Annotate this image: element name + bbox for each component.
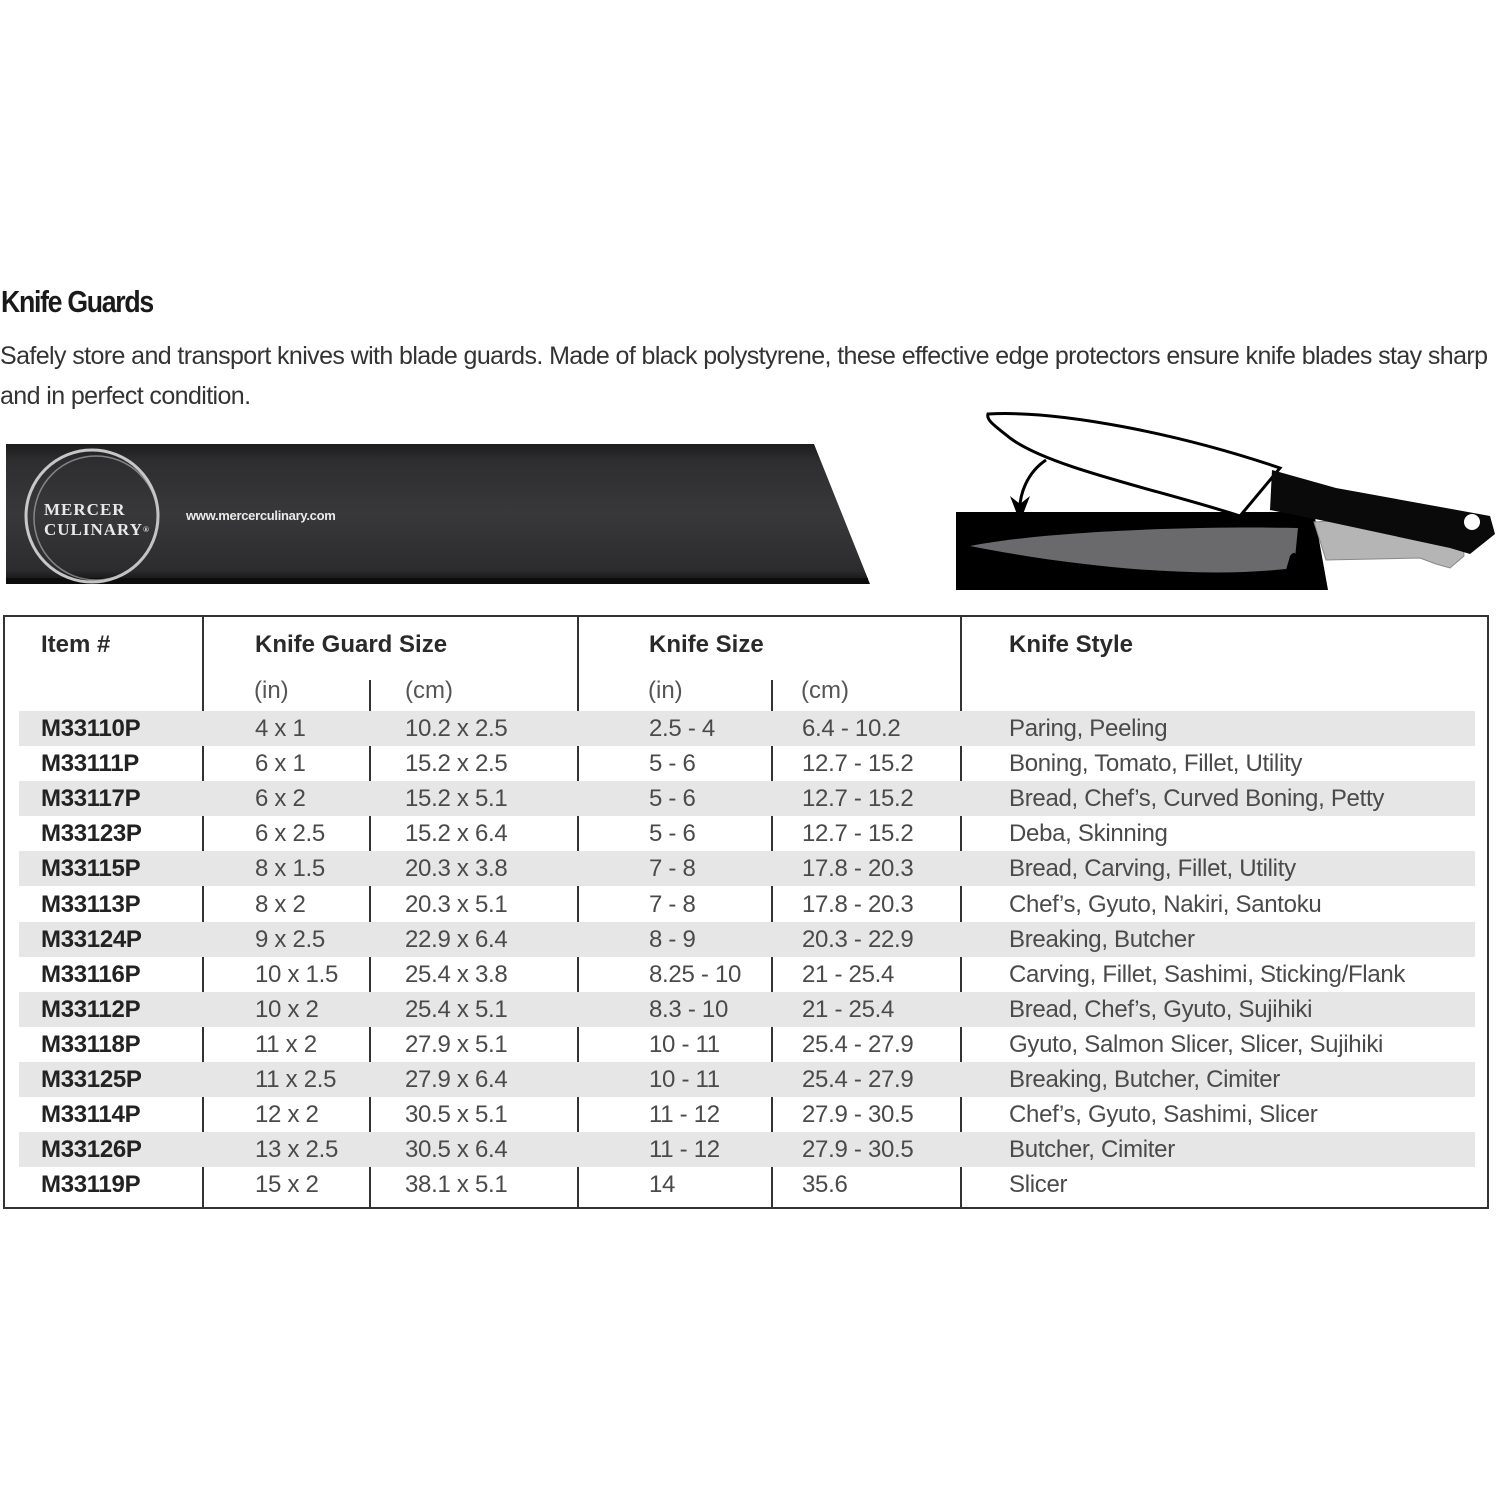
header-knife-size: Knife Size xyxy=(649,631,764,658)
cell-guard-in: 8 x 1.5 xyxy=(255,855,325,883)
subheader-guard-in: (in) xyxy=(254,677,289,704)
cell-knife-style: Bread, Chef’s, Gyuto, Sujihiki xyxy=(1009,995,1313,1023)
cell-knife-cm: 27.9 - 30.5 xyxy=(802,1101,914,1129)
brand-line-culinary: CULINARY xyxy=(44,520,144,539)
table-row xyxy=(19,1027,1475,1062)
cell-knife-style: Slicer xyxy=(1009,1171,1068,1199)
cell-knife-in: 8 - 9 xyxy=(649,925,696,953)
table-row xyxy=(19,922,1475,957)
cell-item: M33111P xyxy=(41,750,139,778)
cell-item: M33119P xyxy=(41,1171,141,1199)
page-title: Knife Guards xyxy=(1,284,153,319)
cell-guard-cm: 15.2 x 6.4 xyxy=(405,820,508,848)
cell-guard-cm: 10.2 x 2.5 xyxy=(405,715,508,742)
table-row xyxy=(19,957,1475,992)
cell-guard-cm: 30.5 x 5.1 xyxy=(405,1101,508,1129)
cell-guard-in: 11 x 2 xyxy=(255,1030,317,1058)
cell-knife-cm: 17.8 - 20.3 xyxy=(802,890,914,918)
cell-guard-cm: 25.4 x 3.8 xyxy=(405,960,508,988)
table-row xyxy=(19,887,1475,922)
knife-guard-product-image xyxy=(6,442,870,586)
cell-knife-style: Butcher, Cimiter xyxy=(1009,1136,1175,1164)
cell-knife-in: 7 - 8 xyxy=(649,855,696,883)
cell-guard-cm: 15.2 x 5.1 xyxy=(405,785,508,813)
cell-knife-in: 11 - 12 xyxy=(649,1101,720,1129)
cell-guard-in: 11 x 2.5 xyxy=(255,1066,337,1093)
cell-knife-in: 8.25 - 10 xyxy=(649,960,742,988)
cell-knife-cm: 35.6 xyxy=(802,1171,848,1199)
cell-knife-style: Paring, Peeling xyxy=(1009,715,1168,742)
cell-knife-in: 7 - 8 xyxy=(649,890,696,918)
cell-knife-style: Breaking, Butcher xyxy=(1009,925,1195,953)
cell-item: M33112P xyxy=(41,995,141,1023)
handle-rivet xyxy=(1464,514,1480,530)
cell-knife-cm: 12.7 - 15.2 xyxy=(802,820,914,848)
knife-guard-diagram xyxy=(950,398,1497,593)
cell-knife-style: Bread, Chef’s, Curved Boning, Petty xyxy=(1009,785,1385,813)
cell-knife-in: 2.5 - 4 xyxy=(649,715,715,742)
cell-knife-cm: 12.7 - 15.2 xyxy=(802,750,914,778)
cell-item: M33126P xyxy=(41,1136,142,1164)
cell-knife-in: 5 - 6 xyxy=(649,820,696,848)
cell-item: M33117P xyxy=(41,785,141,813)
header-guard-size: Knife Guard Size xyxy=(255,631,448,658)
cell-guard-in: 13 x 2.5 xyxy=(255,1136,338,1164)
knife-guard-size-table xyxy=(3,615,1489,1209)
cell-item: M33124P xyxy=(41,925,142,953)
subheader-knife-in: (in) xyxy=(648,677,683,704)
cell-guard-cm: 27.9 x 5.1 xyxy=(405,1030,508,1058)
cell-knife-cm: 25.4 - 27.9 xyxy=(802,1030,914,1058)
cell-knife-in: 5 - 6 xyxy=(649,750,696,778)
cell-guard-cm: 15.2 x 2.5 xyxy=(405,750,508,778)
cell-item: M33114P xyxy=(41,1101,141,1129)
cell-knife-style: Chef’s, Gyuto, Nakiri, Santoku xyxy=(1009,890,1322,918)
cell-knife-cm: 21 - 25.4 xyxy=(802,960,895,988)
brand-logo-text xyxy=(44,500,150,540)
table-row xyxy=(19,1062,1475,1097)
page-description: Safely store and transport knives with blade guards. Made of black polystyrene, these effective edge protectors ensure knife blades stay sharp and in perfect condition. xyxy=(0,342,1488,410)
brand-line-mercer: MERCER xyxy=(44,500,126,519)
cell-knife-in: 10 - 11 xyxy=(649,1066,720,1093)
cell-item: M33118P xyxy=(41,1030,141,1058)
cell-knife-style: Gyuto, Salmon Slicer, Slicer, Sujihiki xyxy=(1009,1030,1384,1058)
cell-guard-cm: 22.9 x 6.4 xyxy=(405,925,508,953)
subheader-knife-cm: (cm) xyxy=(801,677,849,704)
cell-guard-cm: 20.3 x 5.1 xyxy=(405,890,508,918)
table-row xyxy=(19,746,1475,781)
cell-guard-in: 10 x 1.5 xyxy=(255,960,338,988)
cell-knife-cm: 17.8 - 20.3 xyxy=(802,855,914,883)
cell-knife-style: Bread, Carving, Fillet, Utility xyxy=(1009,855,1296,883)
cell-item: M33115P xyxy=(41,855,141,883)
cell-knife-in: 5 - 6 xyxy=(649,785,696,813)
cell-item: M33113P xyxy=(41,890,141,918)
cell-knife-cm: 6.4 - 10.2 xyxy=(802,715,901,742)
header-knife-style: Knife Style xyxy=(1009,631,1134,658)
cell-knife-in: 8.3 - 10 xyxy=(649,995,728,1023)
table-row xyxy=(19,711,1475,746)
table-row xyxy=(19,781,1475,816)
cell-knife-cm: 20.3 - 22.9 xyxy=(802,925,914,953)
cell-knife-in: 10 - 11 xyxy=(649,1030,720,1058)
cell-knife-style: Boning, Tomato, Fillet, Utility xyxy=(1009,750,1303,778)
cell-guard-in: 8 x 2 xyxy=(255,890,306,918)
cell-guard-in: 6 x 2.5 xyxy=(255,820,325,848)
table-row xyxy=(19,851,1475,886)
cell-guard-in: 10 x 2 xyxy=(255,995,319,1023)
cell-knife-cm: 12.7 - 15.2 xyxy=(802,785,914,813)
cell-knife-cm: 25.4 - 27.9 xyxy=(802,1066,914,1093)
table-row xyxy=(19,816,1475,851)
cell-knife-cm: 27.9 - 30.5 xyxy=(802,1136,914,1164)
cell-guard-cm: 30.5 x 6.4 xyxy=(405,1136,508,1164)
knife-insert-illustration xyxy=(950,398,1497,593)
subheader-guard-cm: (cm) xyxy=(405,677,453,704)
cell-item: M33123P xyxy=(41,820,142,848)
cell-guard-cm: 38.1 x 5.1 xyxy=(405,1171,508,1199)
table-row xyxy=(19,992,1475,1027)
cell-item: M33125P xyxy=(41,1066,142,1093)
cell-knife-style: Deba, Skinning xyxy=(1009,820,1168,848)
brand-url: www.mercerculinary.com xyxy=(186,508,336,523)
cell-guard-in: 15 x 2 xyxy=(255,1171,319,1199)
header-item: Item # xyxy=(41,631,111,658)
cell-guard-cm: 20.3 x 3.8 xyxy=(405,855,508,883)
registered-mark: ® xyxy=(143,525,151,534)
cell-guard-in: 9 x 2.5 xyxy=(255,925,325,953)
cell-knife-style: Breaking, Butcher, Cimiter xyxy=(1009,1066,1280,1093)
cell-guard-in: 6 x 2 xyxy=(255,785,306,813)
cell-knife-in: 11 - 12 xyxy=(649,1136,720,1164)
cell-item: M33116P xyxy=(41,960,141,988)
cell-item: M33110P xyxy=(41,715,141,742)
cell-knife-cm: 21 - 25.4 xyxy=(802,995,895,1023)
cell-guard-in: 12 x 2 xyxy=(255,1101,319,1129)
table-row xyxy=(19,1097,1475,1132)
cell-guard-cm: 25.4 x 5.1 xyxy=(405,995,508,1023)
table-row xyxy=(19,1132,1475,1167)
cell-knife-in: 14 xyxy=(649,1171,676,1199)
cell-guard-cm: 27.9 x 6.4 xyxy=(405,1066,508,1093)
cell-guard-in: 4 x 1 xyxy=(255,715,306,742)
cell-knife-style: Carving, Fillet, Sashimi, Sticking/Flank xyxy=(1009,960,1406,988)
cell-guard-in: 6 x 1 xyxy=(255,750,306,778)
table-row xyxy=(19,1167,1475,1202)
cell-knife-style: Chef’s, Gyuto, Sashimi, Slicer xyxy=(1009,1101,1318,1129)
